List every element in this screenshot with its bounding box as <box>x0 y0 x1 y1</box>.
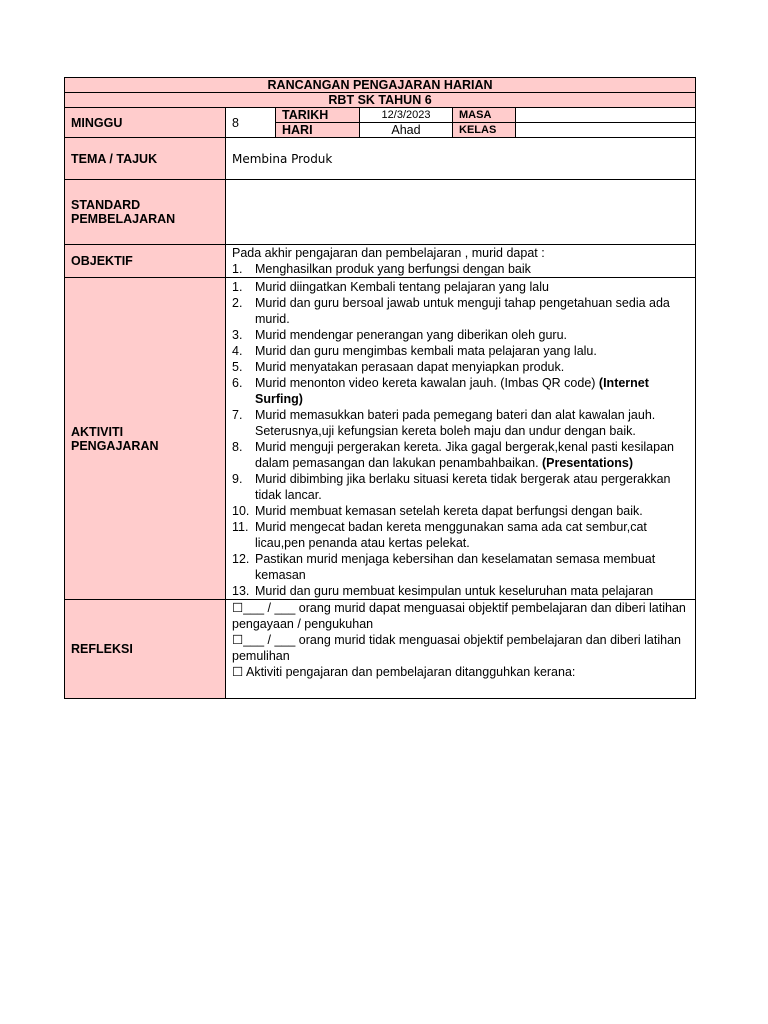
masa-label: MASA <box>453 108 516 123</box>
list-item <box>232 439 689 471</box>
minggu-label: MINGGU <box>65 108 226 138</box>
minggu-value: 8 <box>226 108 276 138</box>
list-item-text: Pastikan murid menjaga kebersihan dan keselamatan semasa membuat kemasan <box>255 551 656 582</box>
list-item-text: Murid menyatakan perasaan dapat menyiapkan produk. <box>255 359 565 374</box>
list-item-text: Murid menguji pergerakan kereta. Jika gagal bergerak,kenal pasti kesilapan dalam pemasangan dan lakukan penambahbaikan. <box>255 439 674 470</box>
list-item-text: Murid dan guru mengimbas kembali mata pelajaran yang lalu. <box>255 343 597 358</box>
list-item-number: 2. <box>232 295 243 310</box>
list-item-text: Murid menonton video kereta kawalan jauh. (Imbas QR code) <box>255 375 599 390</box>
list-item <box>232 359 689 375</box>
aktiviti-label-line2: PENGAJARAN <box>71 438 159 453</box>
list-item-number: 4. <box>232 343 243 358</box>
objektif-content <box>226 245 696 278</box>
list-item <box>232 407 689 439</box>
list-item <box>232 503 689 519</box>
list-item-number: 10. <box>232 503 250 518</box>
list-item-text: Murid dan guru membuat kesimpulan untuk keseluruhan mata pelajaran <box>255 583 654 598</box>
list-item-number: 9. <box>232 471 243 486</box>
refleksi-line: ☐ Aktiviti pengajaran dan pembelajaran ditangguhkan kerana: <box>232 665 576 679</box>
refleksi-content <box>226 600 696 699</box>
objektif-intro: Pada akhir pengajaran dan pembelajaran , murid dapat : <box>232 246 545 260</box>
refleksi-line: ☐___ / ___ orang murid tidak menguasai objektif pembelajaran dan diberi latihan pemulihan <box>232 633 681 663</box>
tema-label: TEMA / TAJUK <box>65 138 226 180</box>
list-item-bold-text: (Presentations) <box>542 455 634 470</box>
list-item <box>232 295 689 327</box>
kelas-label: KELAS <box>453 123 516 138</box>
list-item <box>232 327 689 343</box>
standard-label-line2: PEMBELAJARAN <box>71 212 176 226</box>
list-item <box>232 375 689 407</box>
list-item <box>232 279 689 295</box>
list-item-number: 1. <box>232 279 243 294</box>
tarikh-label: TARIKH <box>276 108 360 123</box>
list-item <box>232 261 689 277</box>
tema-value: Membina Produk <box>226 138 696 180</box>
list-item <box>232 551 689 583</box>
aktiviti-label-line1: AKTIVITI <box>71 424 124 439</box>
list-item-text: Murid memasukkan bateri pada pemegang bateri dan alat kawalan jauh. Seterusnya,uji kefungsian kereta boleh maju dan undur dengan baik. <box>255 407 656 438</box>
list-item-number: 1. <box>232 262 243 276</box>
list-item-text: Murid dibimbing jika berlaku situasi kereta tidak bergerak atau pergerakkan tidak lancar. <box>255 471 671 502</box>
refleksi-label: REFLEKSI <box>65 600 226 699</box>
list-item-number: 12. <box>232 551 250 566</box>
tarikh-value: 12/3/2023 <box>360 108 453 123</box>
standard-label <box>65 180 226 245</box>
plan-subtitle: RBT SK TAHUN 6 <box>65 93 696 108</box>
masa-value <box>516 108 696 123</box>
aktiviti-label <box>65 278 226 600</box>
list-item-number: 3. <box>232 327 243 342</box>
list-item-number: 11. <box>232 519 249 534</box>
aktiviti-content <box>226 278 696 600</box>
list-item <box>232 471 689 503</box>
list-item-number: 7. <box>232 407 243 422</box>
list-item-number: 5. <box>232 359 243 374</box>
list-item <box>232 519 689 551</box>
refleksi-lines <box>232 600 689 680</box>
list-item-text: Murid mengecat badan kereta menggunakan sama ada cat sembur,cat licau,pen penanda atau kertas pelekat. <box>255 519 647 550</box>
list-item-text: Murid dan guru bersoal jawab untuk menguji tahap pengetahuan sedia ada murid. <box>255 295 670 326</box>
standard-value <box>226 180 696 245</box>
list-item-text: Murid membuat kemasan setelah kereta dapat berfungsi dengan baik. <box>255 503 643 518</box>
list-item <box>232 343 689 359</box>
lesson-plan-table <box>64 77 696 699</box>
kelas-value <box>516 123 696 138</box>
objektif-label: OBJEKTIF <box>65 245 226 278</box>
list-item-number: 8. <box>232 439 243 454</box>
list-item-bold-text: (Internet Surfing) <box>255 375 649 406</box>
list-item-text: Murid mendengar penerangan yang diberikan oleh guru. <box>255 327 568 342</box>
list-item-text: Menghasilkan produk yang berfungsi dengan baik <box>255 262 531 276</box>
aktiviti-list <box>232 279 689 599</box>
refleksi-line: ☐___ / ___ orang murid dapat menguasai objektif pembelajaran dan diberi latihan pengayaan / pengukuhan <box>232 601 686 631</box>
list-item <box>232 583 689 599</box>
list-item-number: 6. <box>232 375 243 390</box>
hari-value: Ahad <box>360 123 453 138</box>
standard-label-line1: STANDARD <box>71 198 141 212</box>
hari-label: HARI <box>276 123 360 138</box>
plan-title: RANCANGAN PENGAJARAN HARIAN <box>65 78 696 93</box>
list-item-number: 13. <box>232 583 250 598</box>
list-item-text: Murid diingatkan Kembali tentang pelajaran yang lalu <box>255 279 549 294</box>
objektif-list <box>232 261 689 277</box>
